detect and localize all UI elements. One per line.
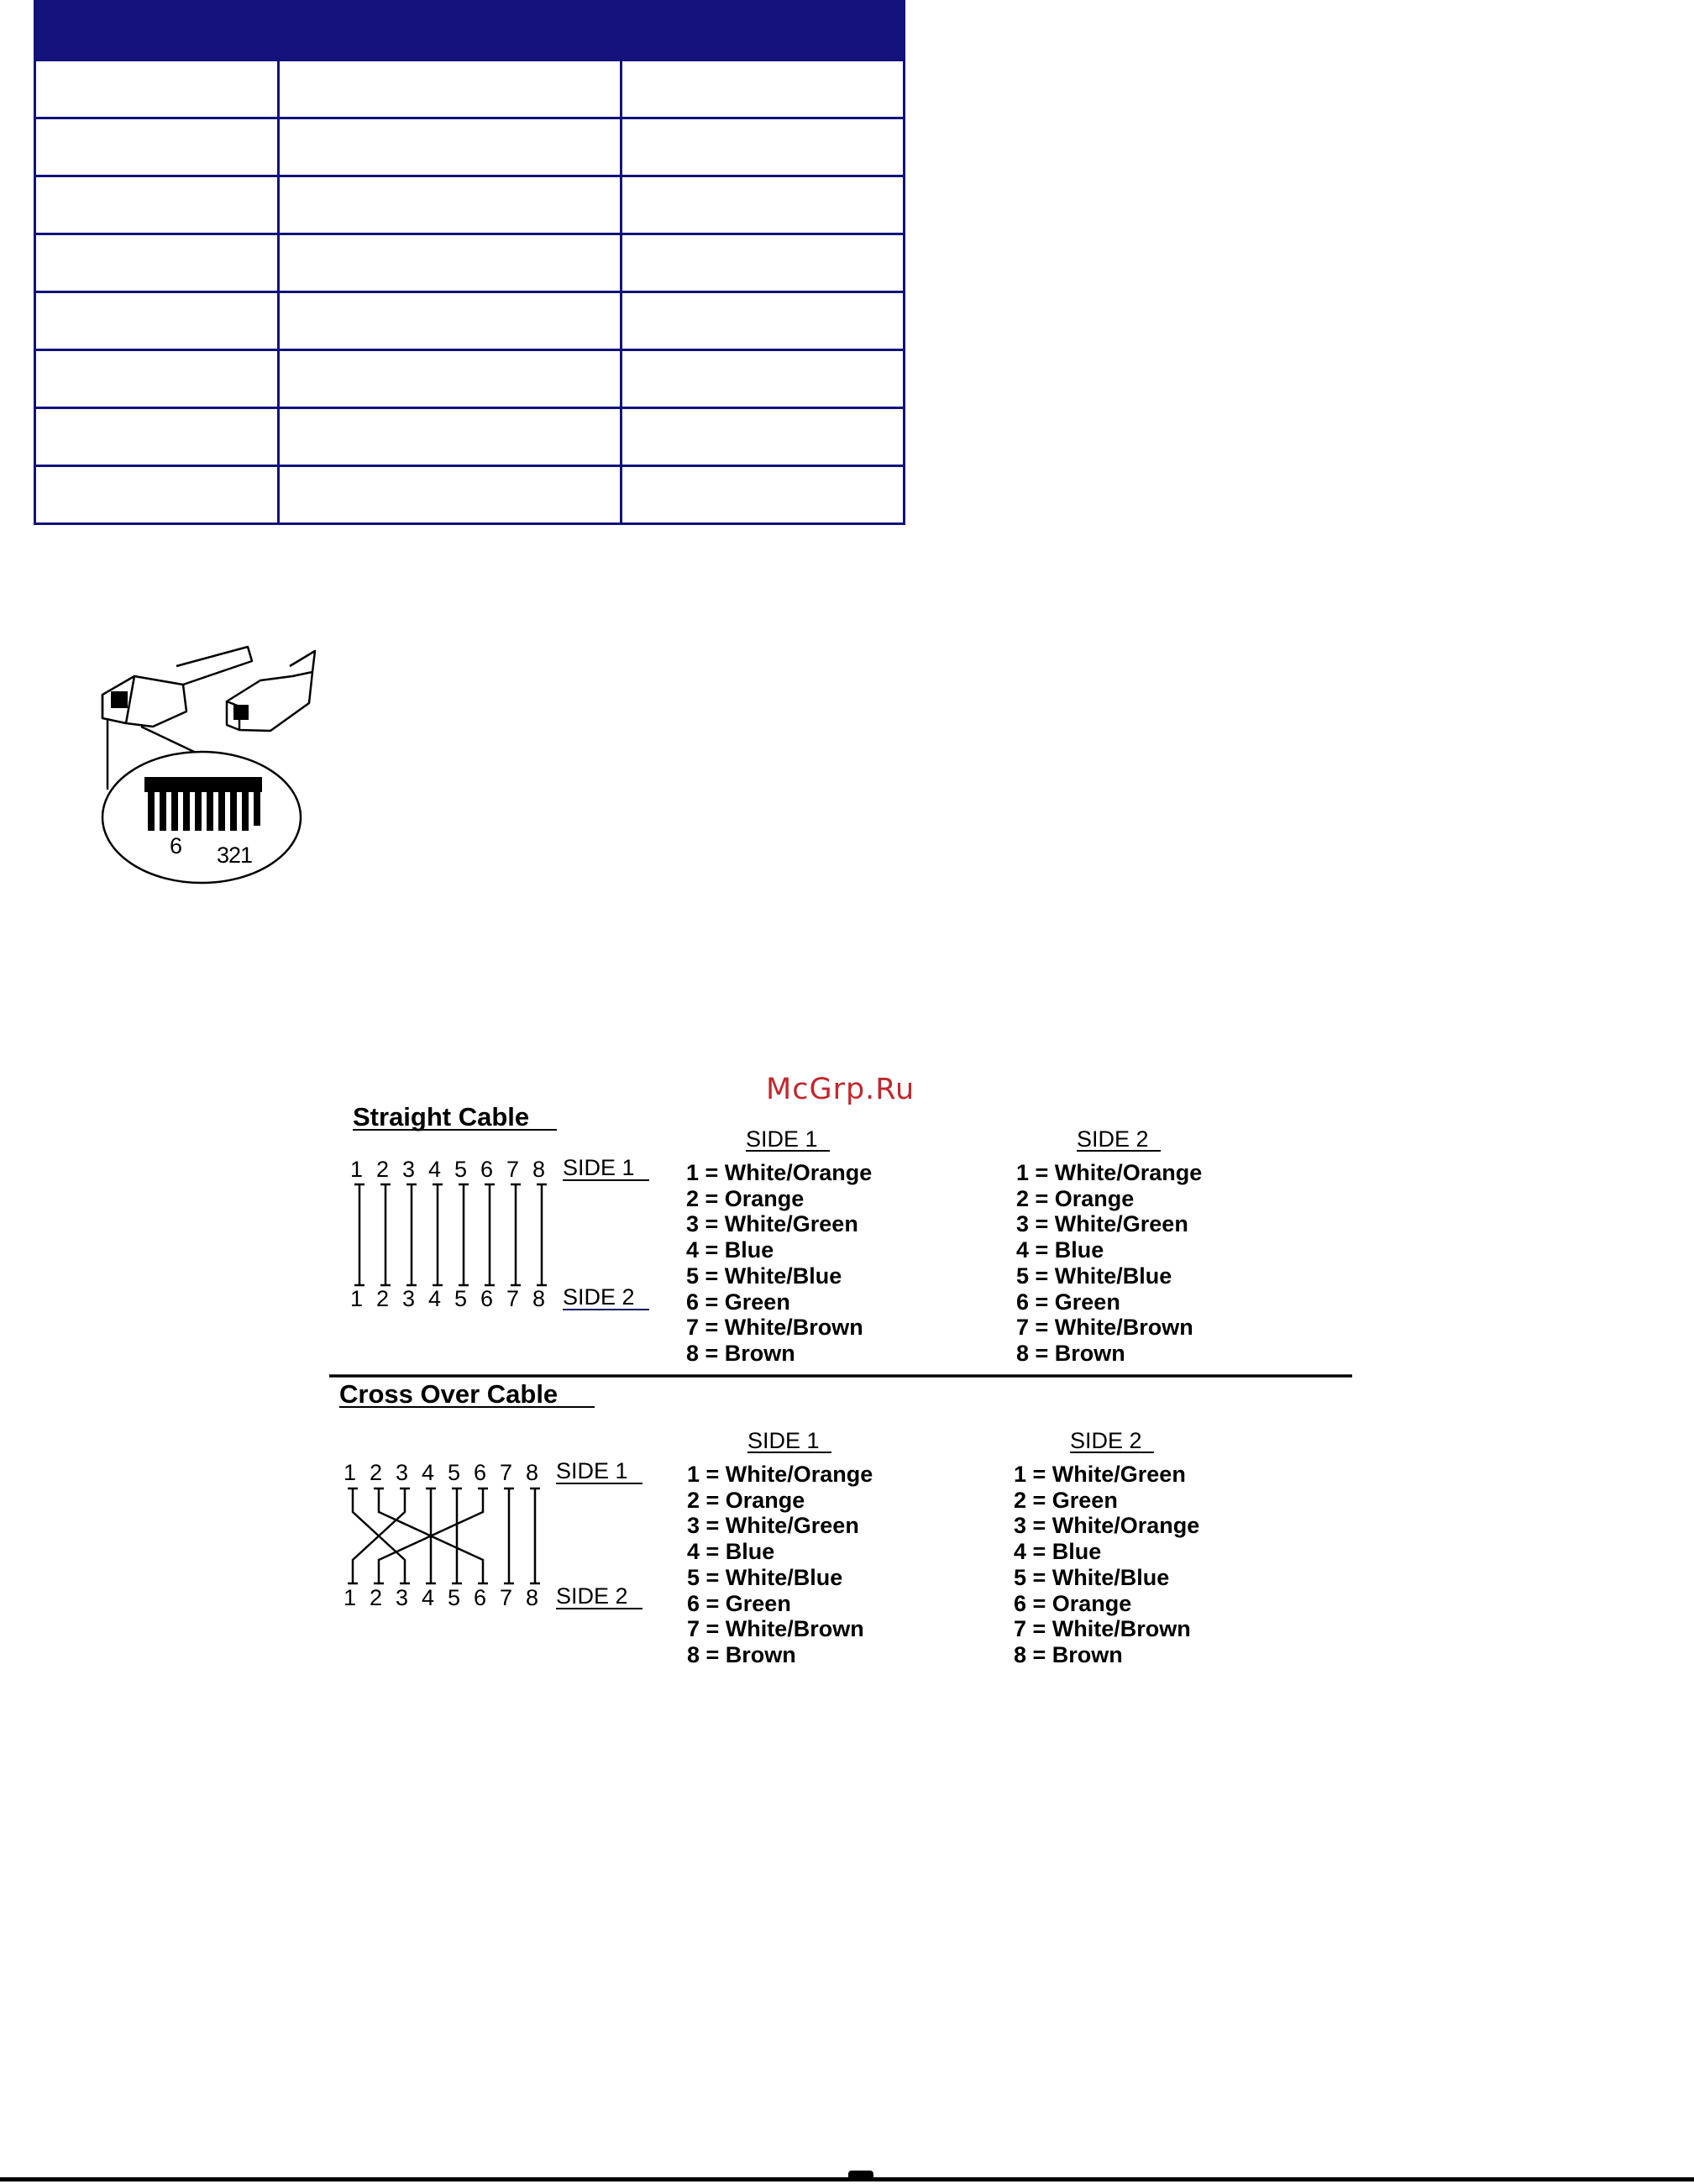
straight-side2-entry: 7 = White/Brown [1016,1315,1193,1340]
crossover-bottom-pin: 6 [474,1585,487,1610]
crossover-top-pin: 6 [474,1460,487,1485]
table-cell [279,292,621,350]
table-row [35,234,905,292]
straight-top-pin: 2 [376,1157,390,1182]
crossover-side2-entry: 2 = Green [1014,1488,1118,1513]
table-row [35,292,905,350]
cable-right-icon [290,651,315,672]
crossover-bottom-pin: 3 [396,1585,409,1610]
crossover-side2-entry: 3 = White/Orange [1014,1513,1200,1538]
table-cell [621,408,905,466]
table-cell [279,466,621,524]
straight-cable-title: Straight Cable [353,1102,530,1131]
cable-left-icon [176,647,252,685]
table-cell [35,408,279,466]
table-cell [279,234,621,292]
crossover-col1-head: SIDE 1 [747,1428,820,1453]
table-cell [621,466,905,524]
straight-side1-entry: 8 = Brown [686,1341,795,1366]
crossover-side1-entry: 6 = Green [687,1591,791,1616]
crossover-cable-title: Cross Over Cable [339,1379,559,1409]
straight-top-pin: 3 [402,1157,416,1182]
straight-side2-tag: SIDE 2 [563,1284,635,1310]
crossover-side1-entry: 1 = White/Orange [687,1462,873,1487]
straight-bottom-pin: 4 [428,1286,442,1311]
rj45-connector-illustration [92,643,328,895]
crossover-bottom-pin: 8 [526,1585,539,1610]
table-row [35,118,905,176]
connector-pin-label: 1 [240,843,254,868]
wiring-diagram [328,1063,1361,1693]
straight-bottom-pin: 2 [376,1286,390,1311]
crossover-top-pin: 7 [500,1460,513,1485]
table-row [35,408,905,466]
crossover-col2-head: SIDE 2 [1070,1428,1142,1453]
table-cell [279,176,621,234]
table-cell [35,176,279,234]
watermark-text: McGrp.Ru [766,1073,915,1106]
straight-top-pin: 4 [428,1157,442,1182]
table-cell [35,118,279,176]
table-cell [621,234,905,292]
straight-top-pin: 1 [350,1157,364,1182]
straight-side2-entry: 2 = Orange [1016,1186,1135,1211]
straight-side2-entry: 5 = White/Blue [1016,1263,1172,1289]
table-cell [621,60,905,118]
crossover-side1-entry: 3 = White/Green [687,1513,859,1538]
crossover-side2-tag: SIDE 2 [556,1583,628,1609]
straight-bottom-pin: 3 [402,1286,416,1311]
table-header-row [35,2,905,60]
straight-top-pin: 8 [532,1157,546,1182]
connector-pin-label: 3 [217,843,230,868]
crossover-top-pin: 3 [396,1460,409,1485]
straight-side1-entry: 6 = Green [686,1289,790,1315]
straight-col2-head: SIDE 2 [1077,1126,1149,1152]
table-cell [35,60,279,118]
table-cell [621,176,905,234]
straight-side1-entry: 5 = White/Blue [686,1263,842,1289]
table-cell [35,466,279,524]
straight-side1-entry: 2 = Orange [686,1186,805,1211]
straight-side1-entry: 3 = White/Green [686,1211,858,1236]
table-cell [621,118,905,176]
crossover-side2-entry: 8 = Brown [1014,1642,1123,1667]
crossover-side2-entry: 7 = White/Brown [1014,1616,1191,1641]
crossover-top-pin: 1 [344,1460,357,1485]
table-cell [35,292,279,350]
straight-side1-tag: SIDE 1 [563,1155,635,1180]
crossover-side2-entry: 6 = Orange [1014,1591,1132,1616]
table-cell [279,118,621,176]
straight-side1-entry: 4 = Blue [686,1237,774,1263]
straight-side2-entry: 8 = Brown [1016,1341,1125,1366]
footer-tab [848,2171,873,2177]
crossover-side2-entry: 5 = White/Blue [1014,1565,1170,1590]
straight-side1-entry: 7 = White/Brown [686,1315,863,1340]
crossover-side1-entry: 2 = Orange [687,1488,805,1513]
table-cell [279,350,621,408]
straight-side1-entry: 1 = White/Orange [686,1160,873,1185]
straight-bottom-pin: 8 [532,1286,546,1311]
table-cell [621,350,905,408]
straight-side2-entry: 1 = White/Orange [1016,1160,1203,1185]
crossover-bottom-pin: 1 [344,1585,357,1610]
crossover-side1-tag: SIDE 1 [556,1458,628,1483]
straight-bottom-pin: 5 [454,1286,468,1311]
connector-pin-label: 2 [228,843,242,868]
crossover-bottom-pin: 4 [422,1585,435,1610]
crossover-top-pin: 5 [448,1460,461,1485]
crossover-wires [348,1488,540,1583]
table-cell [621,292,905,350]
crossover-top-pin: 8 [526,1460,539,1485]
connector-pin-label: 6 [170,833,183,858]
pin-table [34,0,905,525]
straight-bottom-pin: 7 [506,1286,520,1311]
crossover-side1-entry: 4 = Blue [687,1539,775,1564]
straight-top-pin: 5 [454,1157,468,1182]
straight-col1-head: SIDE 1 [746,1126,818,1152]
footer-rule [0,2177,1694,2181]
straight-wires [354,1184,547,1285]
crossover-side1-entry: 7 = White/Brown [687,1616,864,1641]
table-cell [35,350,279,408]
crossover-side2-entry: 1 = White/Green [1014,1462,1186,1487]
table-row [35,466,905,524]
table-header-cell [35,2,905,60]
crossover-bottom-pin: 2 [370,1585,383,1610]
straight-top-pin: 7 [506,1157,520,1182]
crossover-side1-entry: 8 = Brown [687,1642,796,1667]
table-cell [279,408,621,466]
straight-side2-entry: 3 = White/Green [1016,1211,1188,1236]
straight-bottom-pin: 1 [350,1286,364,1311]
crossover-top-pin: 2 [370,1460,383,1485]
table-cell [35,234,279,292]
table-row [35,176,905,234]
straight-top-pin: 6 [480,1157,494,1182]
crossover-top-pin: 4 [422,1460,435,1485]
crossover-bottom-pin: 7 [500,1585,513,1610]
crossover-side2-entry: 4 = Blue [1014,1539,1102,1564]
crossover-bottom-pin: 5 [448,1585,461,1610]
straight-side2-entry: 6 = Green [1016,1289,1120,1315]
crossover-side1-entry: 5 = White/Blue [687,1565,843,1590]
table-cell [279,60,621,118]
straight-side2-entry: 4 = Blue [1016,1237,1104,1263]
table-row [35,350,905,408]
straight-bottom-pin: 6 [480,1286,494,1311]
table-row [35,60,905,118]
